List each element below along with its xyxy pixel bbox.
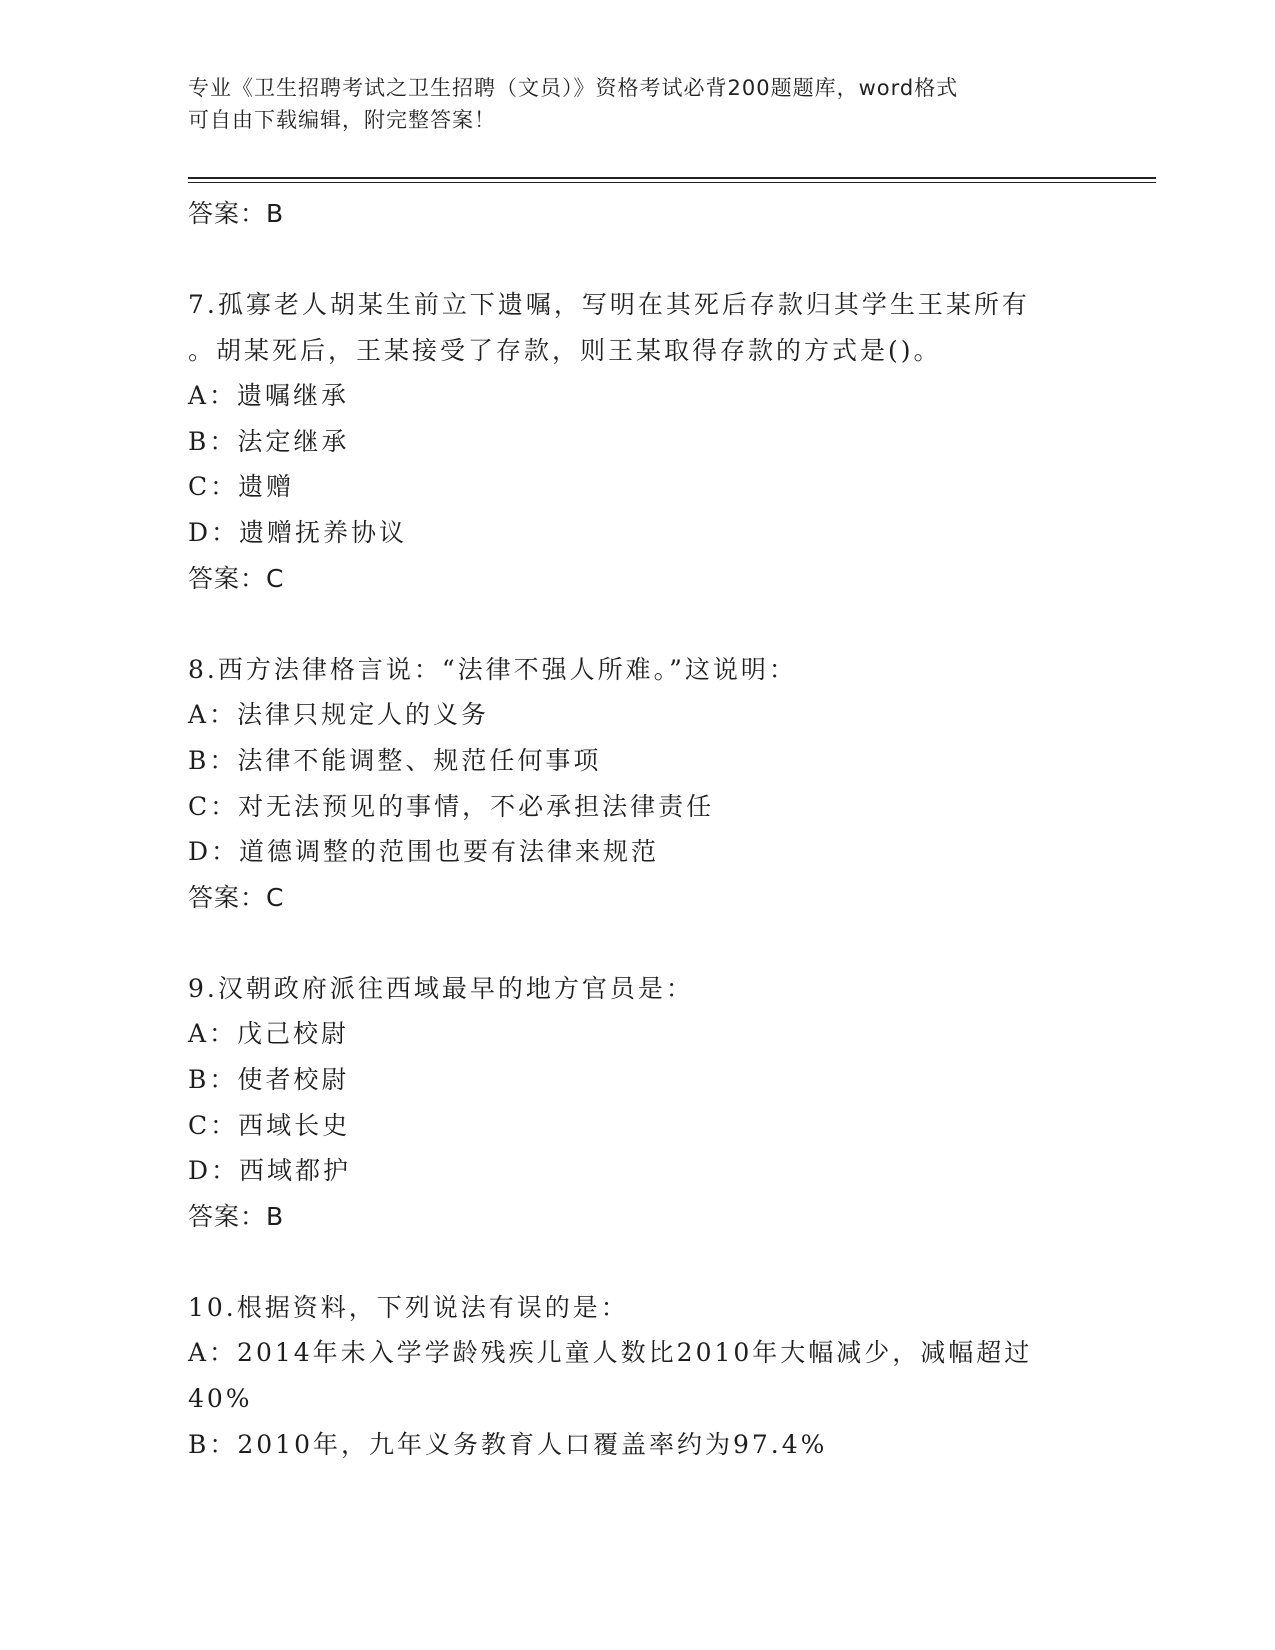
option-a-continued: 40%	[188, 1384, 253, 1414]
option-c: C：西域长史	[188, 1110, 351, 1140]
option-b: B：法律不能调整、规范任何事项	[188, 745, 602, 775]
spacer	[188, 237, 1088, 283]
option-d: D：西域都护	[188, 1156, 352, 1186]
option-b: B：2010年，九年义务教育人口覆盖率约为97.4%	[188, 1429, 828, 1459]
option-c: C：对无法预见的事情，不必承担法律责任	[188, 791, 715, 821]
answer-line: 答案：B	[188, 1201, 285, 1231]
answer-line: 答案：C	[188, 563, 285, 593]
answer-line: 答案：B	[188, 199, 285, 228]
option-a: A：戊己校尉	[188, 1019, 350, 1049]
question-stem: 9.汉朝政府派往西域最早的地方官员是：	[188, 973, 694, 1003]
option-a: A：法律只规定人的义务	[188, 700, 490, 730]
header-line-1: 专业《卫生招聘考试之卫生招聘（文员）》资格考试必背200题题库，word格式	[188, 76, 959, 100]
option-b: B：法定继承	[188, 426, 350, 456]
spacer	[188, 1239, 1088, 1285]
option-c: C：遗赠	[188, 472, 295, 502]
question-stem: 7.孤寡老人胡某生前立下遗嘱，写明在其死后存款归其学生王某所有	[188, 290, 1030, 320]
header-rule-thick	[188, 177, 1156, 179]
spacer	[188, 601, 1088, 647]
option-a: A：2014年未入学学龄残疾儿童人数比2010年大幅减少，减幅超过	[188, 1338, 1033, 1368]
option-d: D：道德调整的范围也要有法律来规范	[188, 837, 660, 867]
question-block-7	[188, 282, 1088, 601]
answer-line: 答案：C	[188, 882, 285, 912]
header-line-2: 可自由下载编辑，附完整答案！	[188, 108, 496, 132]
question-block-9	[188, 966, 1088, 1240]
option-b: B：使者校尉	[188, 1065, 350, 1094]
question-content	[188, 191, 1088, 1467]
document-header	[188, 72, 1068, 136]
option-a: A：遗嘱继承	[188, 381, 350, 411]
header-rule-thin	[188, 182, 1156, 183]
spacer	[188, 920, 1088, 966]
question-stem: 。胡某死后，王某接受了存款，则王某取得存款的方式是()。	[188, 335, 942, 365]
question-block-10	[188, 1285, 1088, 1467]
question-block-8	[188, 647, 1088, 921]
option-d: D：遗赠抚养协议	[188, 518, 408, 548]
question-stem: 8.西方法律格言说：“法律不强人所难。”这说明：	[188, 654, 797, 684]
question-stem: 10.根据资料，下列说法有误的是：	[188, 1292, 629, 1322]
